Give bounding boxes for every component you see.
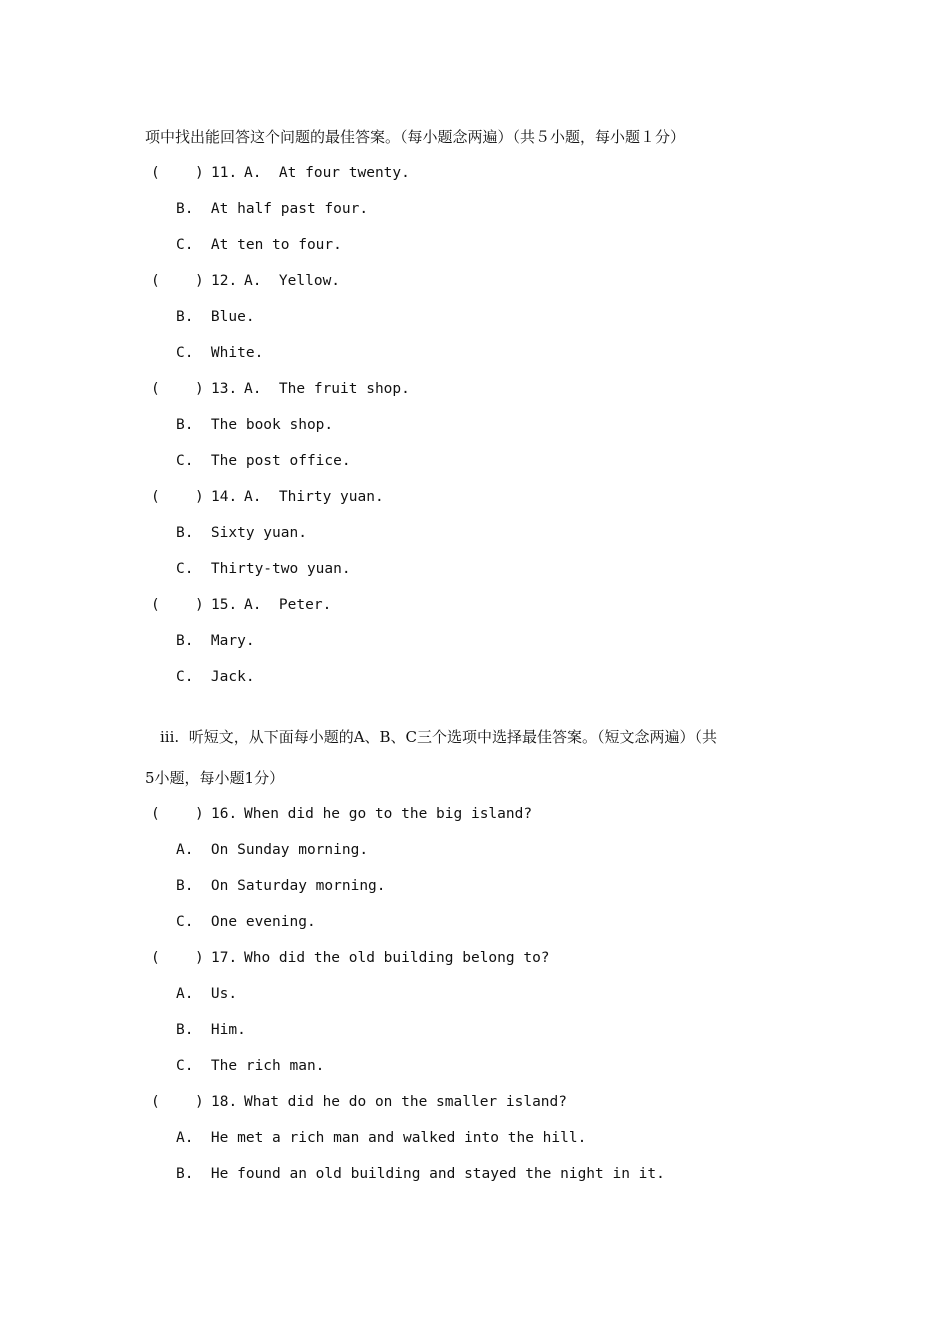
question-text: What did he do on the smaller island? bbox=[244, 1094, 568, 1110]
question-text: Who did the old building belong to? bbox=[244, 950, 550, 966]
option-a: A. The fruit shop. bbox=[244, 381, 410, 397]
section-heading: iii. 听短文，从下面每小题的A、B、C三个选项中选择最佳答案。（短文念两遍）（共 bbox=[160, 728, 718, 746]
option-a: A. On Sunday morning. bbox=[176, 842, 369, 858]
option-c: C. Jack. bbox=[176, 669, 255, 685]
option-b: B. On Saturday morning. bbox=[176, 878, 386, 894]
question-number: 18. bbox=[211, 1094, 238, 1110]
option-b: B. He found an old building and stayed the night in it. bbox=[176, 1166, 665, 1182]
answer-blank-close: ) bbox=[195, 806, 204, 822]
option-c: C. At ten to four. bbox=[176, 237, 342, 253]
option-a: A. Us. bbox=[176, 986, 238, 1002]
answer-blank-open: ( bbox=[151, 273, 160, 289]
option-b: B. Blue. bbox=[176, 309, 255, 325]
answer-blank-close: ) bbox=[195, 273, 204, 289]
instruction-text: 项中找出能回答这个问题的最佳答案。（每小题念两遍）（共５小题，每小题１分） bbox=[145, 128, 686, 146]
option-c: C. Thirty-two yuan. bbox=[176, 561, 351, 577]
answer-blank-open: ( bbox=[151, 950, 160, 966]
answer-blank-close: ) bbox=[195, 165, 204, 181]
answer-blank-open: ( bbox=[151, 165, 160, 181]
answer-blank-close: ) bbox=[195, 489, 204, 505]
answer-blank-close: ) bbox=[195, 597, 204, 613]
answer-blank-open: ( bbox=[151, 1094, 160, 1110]
question-number: 12. bbox=[211, 273, 238, 289]
option-a: A. Thirty yuan. bbox=[244, 489, 384, 505]
option-b: B. Him. bbox=[176, 1022, 246, 1038]
question-text: When did he go to the big island? bbox=[244, 806, 533, 822]
answer-blank-close: ) bbox=[195, 950, 204, 966]
option-c: C. One evening. bbox=[176, 914, 316, 930]
answer-blank-open: ( bbox=[151, 597, 160, 613]
answer-blank-open: ( bbox=[151, 806, 160, 822]
answer-blank-open: ( bbox=[151, 489, 160, 505]
question-number: 16. bbox=[211, 806, 238, 822]
option-c: C. The rich man. bbox=[176, 1058, 325, 1074]
section-heading-continued: 5小题，每小题1分） bbox=[145, 769, 285, 787]
option-c: C. White. bbox=[176, 345, 264, 361]
question-number: 11. bbox=[211, 165, 238, 181]
option-a: A. Yellow. bbox=[244, 273, 341, 289]
option-a: A. He met a rich man and walked into the hill. bbox=[176, 1130, 587, 1146]
question-number: 14. bbox=[211, 489, 238, 505]
option-b: B. The book shop. bbox=[176, 417, 334, 433]
question-number: 17. bbox=[211, 950, 238, 966]
option-b: B. At half past four. bbox=[176, 201, 369, 217]
answer-blank-close: ) bbox=[195, 381, 204, 397]
answer-blank-open: ( bbox=[151, 381, 160, 397]
question-number: 15. bbox=[211, 597, 238, 613]
option-a: A. Peter. bbox=[244, 597, 332, 613]
question-number: 13. bbox=[211, 381, 238, 397]
option-b: B. Mary. bbox=[176, 633, 255, 649]
option-a: A. At four twenty. bbox=[244, 165, 410, 181]
answer-blank-close: ) bbox=[195, 1094, 204, 1110]
option-c: C. The post office. bbox=[176, 453, 351, 469]
option-b: B. Sixty yuan. bbox=[176, 525, 307, 541]
